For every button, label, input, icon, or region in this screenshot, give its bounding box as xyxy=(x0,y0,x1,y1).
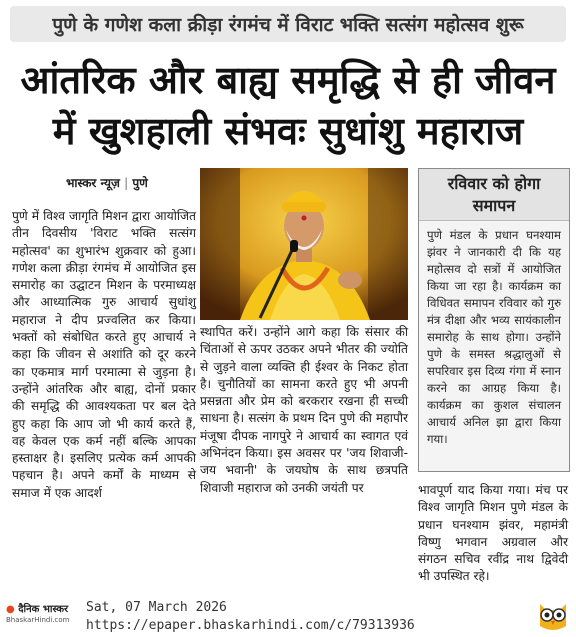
footer-info xyxy=(86,599,415,635)
sidebar-body: पुणे मंडल के प्रधान घनश्याम झंवर ने जानकारी दी कि यह महोत्सव दो सत्रों में आयोजित किया जा रहा है। कार्यक्रम का विधिवत समापन रविवार को गुरु मंत्र दीक्षा और भव्य सायंकालीन समारोह के साथ होगा। उन्होंने पुणे के समस्त श्रद्धालुओं से सपरिवार इस दिव्य गंगा में स्नान करने का आग्रह किया है। कार्यक्रम का कुशल संचालन आचार्य अनिल झा द्वारा किया गया। xyxy=(427,228,561,446)
byline-source: भास्कर न्यूज़ xyxy=(66,176,120,190)
sidebar-box xyxy=(418,168,570,472)
headline-line-1: आंतरिक और बाह्य समृद्धि से ही जीवन xyxy=(20,58,556,102)
logo-name: दैनिक भास्कर xyxy=(18,604,69,615)
logo-dot-icon: ● xyxy=(6,604,15,615)
article-column-1: पुणे में विश्व जागृति मिशन द्वारा आयोजित तीन दिवसीय 'विराट भक्ति सत्संग महोत्सव' का शुभारंभ शुक्रवार को हुआ। गणेश कला क्रीड़ा रंगमंच में आयोजित इस समारोह का उद्घाटन मिशन के परमाध्यक्ष और आध्यात्मिक गुरु आचार्य सुधांशु महाराज ने दीप प्रज्वलित कर किया। भक्तों को संबोधित करते हुए आचार्य ने कहा कि जीवन से अशांति को दूर करने का एकमात्र मार्ग परमात्मा से जुड़ना है। उन्होंने आंतरिक और बाह्य, दोनों प्रकार की समृद्धि की आवश्यकता पर बल देते हुए कहा कि आप जो भी कार्य करते हैं, वह केवल एक कर्म नहीं बल्कि आपका हस्ताक्षर है। इसलिए प्रत्येक कर्म आपकी पहचान है। अपने कर्मों के माध्यम से समाज में एक आदर्श xyxy=(12,209,196,500)
speaker-photo-illustration xyxy=(200,168,408,320)
epaper-link[interactable]: https://epaper.bhaskarhindi.com/c/79313936 xyxy=(86,618,415,633)
kicker-headline: पुणे के गणेश कला क्रीड़ा रंगमंच में विराट भक्ति सत्संग महोत्सव शुरू xyxy=(10,6,566,42)
article-photo xyxy=(200,168,408,320)
sidebar-title xyxy=(419,169,569,221)
sidebar-title-line-2: समापन xyxy=(472,195,516,215)
article-column-3: भावपूर्ण याद किया गया। मंच पर विश्व जागृति मिशन पुणे मंडल के प्रधान घनश्याम झंवर, महामंत्री विष्णु भगवान अग्रवाल और संगठन सचिव रवींद्र नाथ द्विवेदी भी उपस्थित रहे। xyxy=(418,483,568,584)
article-column-2: स्थापित करें। उन्होंने आगे कहा कि संसार की चिंताओं से ऊपर उठकर अपने भीतर की ज्योति से जुड़ने वाला व्यक्ति ही ईश्वर के निकट होता है। चुनौतियों का सामना करते हुए भी अपनी प्रसन्नता और प्रेम को बरकरार रखना ही सच्ची साधना है। सत्संग के प्रथम दिन पुणे की महापौर मंजूषा दीपक नागपुरे ने आचार्य का स्वागत एवं अभिनंदन किया। इस अवसर पर 'जय शिवाजी-जय भवानी' के जयघोष के साथ छत्रपति शिवाजी महाराज को उनकी जयंती पर xyxy=(200,325,408,495)
sidebar-title-line-1: रविवार को होगा xyxy=(447,173,541,193)
page-title xyxy=(10,55,566,157)
byline xyxy=(66,174,148,191)
byline-city: पुणे xyxy=(132,176,148,190)
logo-sub-text: BhaskarHindi.com xyxy=(6,616,70,624)
byline-separator: | xyxy=(124,176,129,190)
owl-mascot-icon xyxy=(536,598,570,632)
publisher-logo xyxy=(6,604,76,632)
publish-date: Sat, 07 March 2026 xyxy=(86,600,227,615)
headline-line-2: में खुशहाली संभवः सुधांशु महाराज xyxy=(52,109,524,153)
logo-main-text xyxy=(6,604,76,616)
